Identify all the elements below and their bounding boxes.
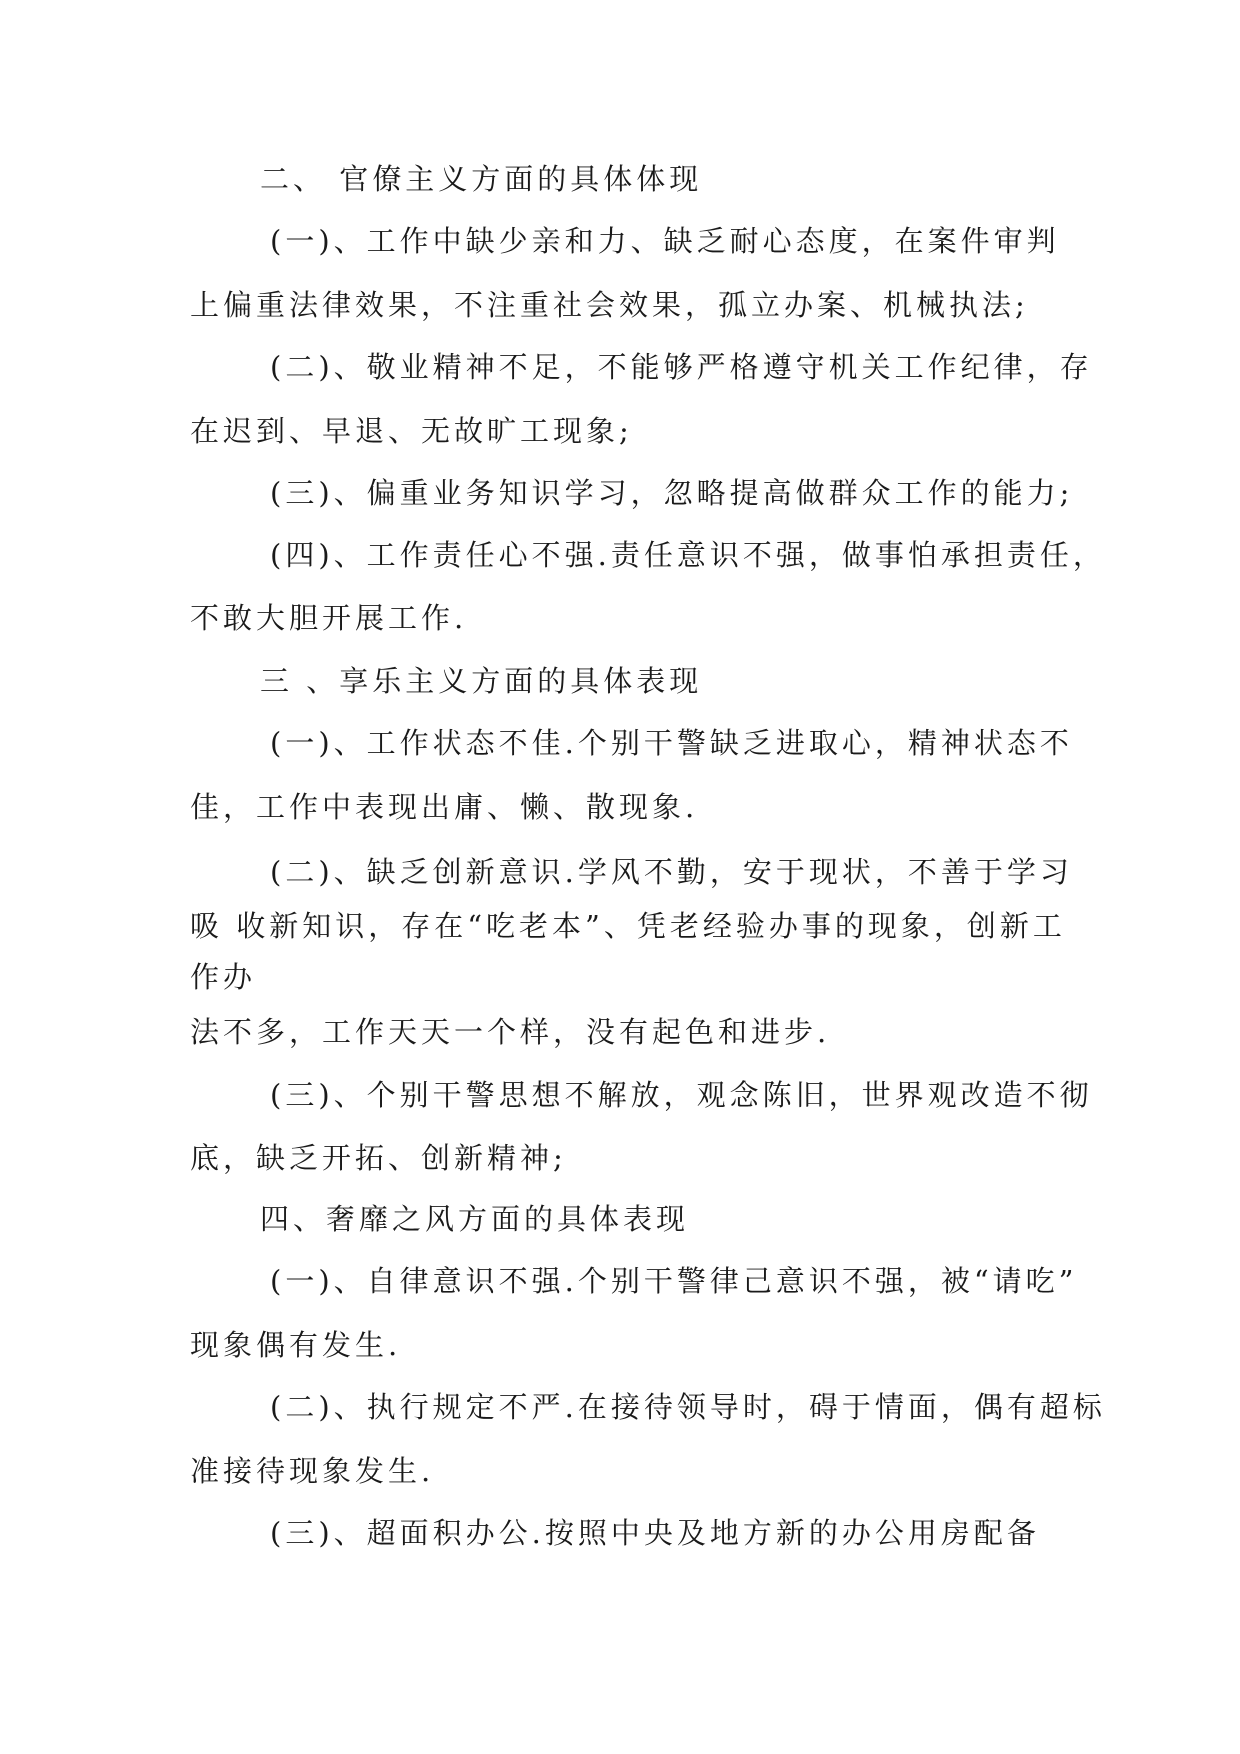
paragraph-line: (二)、敬业精神不足，不能够严格遵守机关工作纪律，存 — [270, 350, 1093, 384]
paragraph-line: 现象偶有发生. — [190, 1328, 402, 1362]
paragraph-line: (四)、工作责任心不强.责任意识不强，做事怕承担责任， — [270, 538, 1106, 572]
section-heading-4: 四、奢靡之风方面的具体表现 — [260, 1202, 690, 1236]
paragraph-line: 准接待现象发生. — [190, 1454, 435, 1488]
paragraph-line: (一)、自律意识不强.个别干警律己意识不强，被“请吃” — [270, 1264, 1078, 1298]
paragraph-line: (一)、工作中缺少亲和力、缺乏耐心态度，在案件审判 — [270, 224, 1060, 258]
paragraph-line: (二)、执行规定不严.在接待领导时，碍于情面，偶有超标 — [270, 1390, 1106, 1424]
paragraph-line: (三)、超面积办公.按照中央及地方新的办公用房配备 — [270, 1516, 1040, 1550]
paragraph-line: (三)、偏重业务知识学习，忽略提高做群众工作的能力; — [270, 476, 1074, 510]
section-heading-2: 二、 官僚主义方面的具体体现 — [260, 162, 703, 196]
section-heading-3: 三 、享乐主义方面的具体表现 — [260, 664, 703, 698]
paragraph-line: 作办 — [190, 960, 257, 994]
paragraph-line: (三)、个别干警思想不解放，观念陈旧，世界观改造不彻 — [270, 1078, 1093, 1112]
paragraph-line: 吸 收新知识，存在“吃老本”、凭老经验办事的现象，创新工 — [190, 909, 1066, 943]
paragraph-line: (二)、缺乏创新意识.学风不勤，安于现状，不善于学习 — [270, 855, 1073, 889]
paragraph-line: 法不多，工作天天一个样，没有起色和进步. — [190, 1015, 831, 1049]
paragraph-line: 不敢大胆开展工作. — [190, 601, 468, 635]
paragraph-line: 上偏重法律效果，不注重社会效果，孤立办案、机械执法; — [190, 288, 1029, 322]
paragraph-line: 底，缺乏开拓、创新精神; — [190, 1141, 567, 1175]
paragraph-line: 在迟到、早退、无故旷工现象; — [190, 414, 633, 448]
paragraph-line: (一)、工作状态不佳.个别干警缺乏进取心，精神状态不 — [270, 726, 1073, 760]
paragraph-line: 佳，工作中表现出庸、懒、散现象. — [190, 790, 699, 824]
